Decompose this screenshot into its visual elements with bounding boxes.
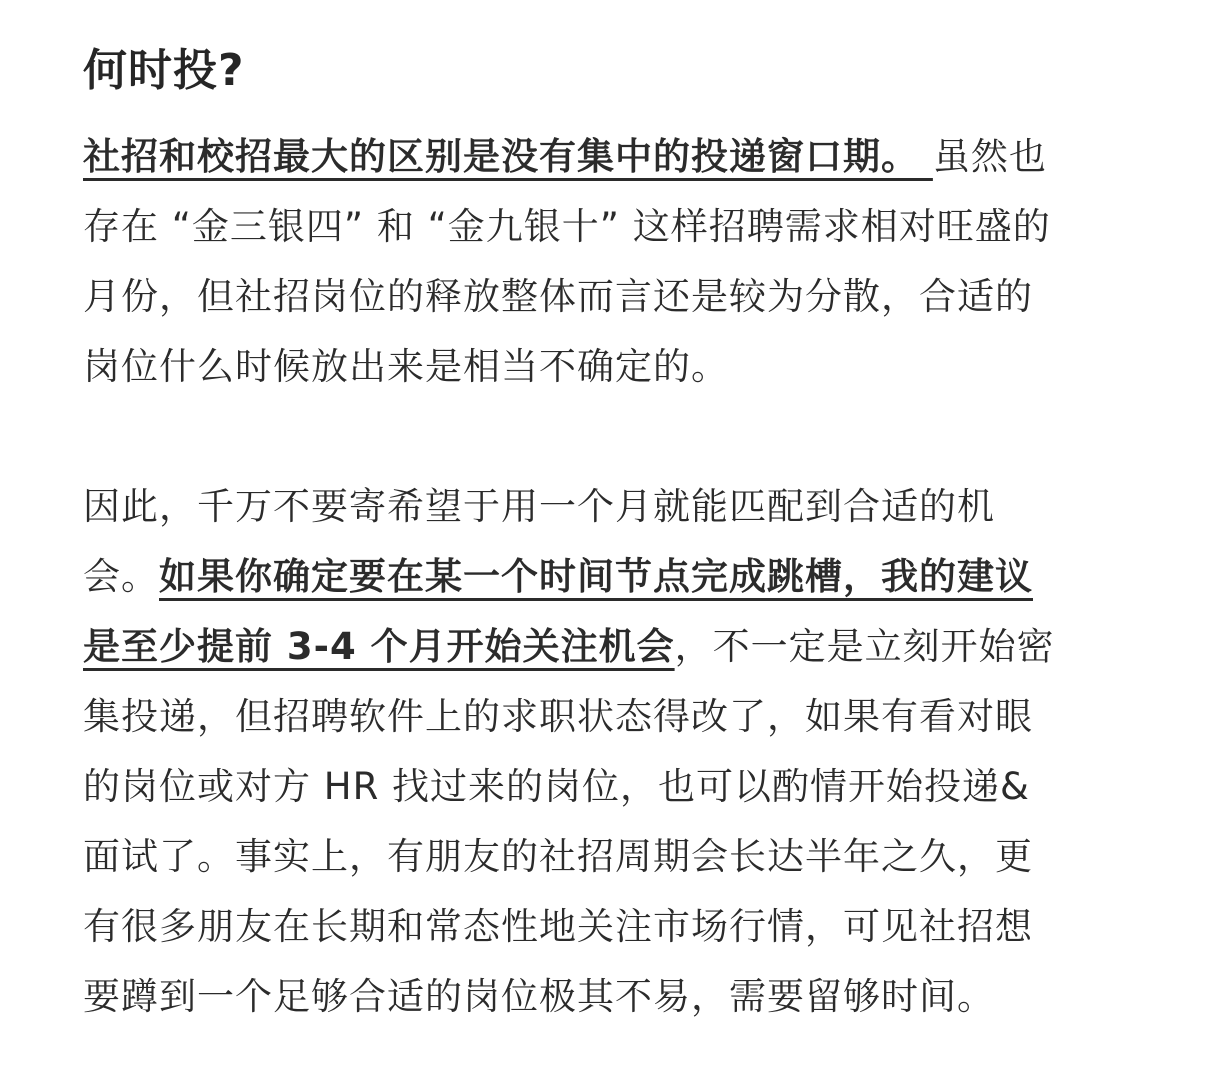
paragraph-line xyxy=(83,962,1173,1032)
paragraph-1 xyxy=(83,122,1173,402)
emphasized-text xyxy=(919,135,933,178)
article-body xyxy=(83,36,1173,1032)
emphasized-text: 如果你确定要在某一个时间节点完成跳槽，我的建议 xyxy=(159,555,1033,598)
section-title: 何时投? xyxy=(83,45,245,96)
emphasized-text: 社招和校招最大的区别是没有集中的投递窗口期。 xyxy=(83,135,919,178)
paragraph-line xyxy=(83,612,1173,682)
paragraph-line xyxy=(83,472,1173,542)
paragraph-line xyxy=(83,822,1173,892)
emphasized-text: 是至少提前 3-4 个月开始关注机会 xyxy=(83,625,675,668)
body-text: ，不一定是立刻开始密 xyxy=(674,625,1055,668)
paragraph-line xyxy=(83,752,1173,822)
paragraph-line xyxy=(83,892,1173,962)
paragraph-line xyxy=(83,122,1173,192)
body-text: 面试了。事实上，有朋友的社招周期会长达半年之久，更 xyxy=(83,835,1033,878)
paragraph-line xyxy=(83,262,1173,332)
paragraph-line xyxy=(83,682,1173,752)
body-text: 有很多朋友在长期和常态性地关注市场行情，可见社招想 xyxy=(83,905,1033,948)
body-text: 存在 “金三银四” 和 “金九银十” 这样招聘需求相对旺盛的 xyxy=(83,205,1051,248)
paragraph-line xyxy=(83,542,1173,612)
body-text: 的岗位或对方 HR 找过来的岗位，也可以酌情开始投递& xyxy=(83,765,1030,808)
body-text: 月份，但社招岗位的释放整体而言还是较为分散，合适的 xyxy=(83,275,1033,318)
body-text: 会。 xyxy=(83,555,159,598)
paragraph-line xyxy=(83,332,1173,402)
body-text: 岗位什么时候放出来是相当不确定的。 xyxy=(83,345,729,388)
paragraph-line xyxy=(83,192,1173,262)
body-text: 集投递，但招聘软件上的求职状态得改了，如果有看对眼 xyxy=(83,695,1033,738)
body-text: 虽然也 xyxy=(932,135,1047,178)
body-text: 因此，千万不要寄希望于用一个月就能匹配到合适的机 xyxy=(83,485,995,528)
paragraph-2 xyxy=(83,472,1173,1032)
body-text: 要蹲到一个足够合适的岗位极其不易，需要留够时间。 xyxy=(83,975,995,1018)
